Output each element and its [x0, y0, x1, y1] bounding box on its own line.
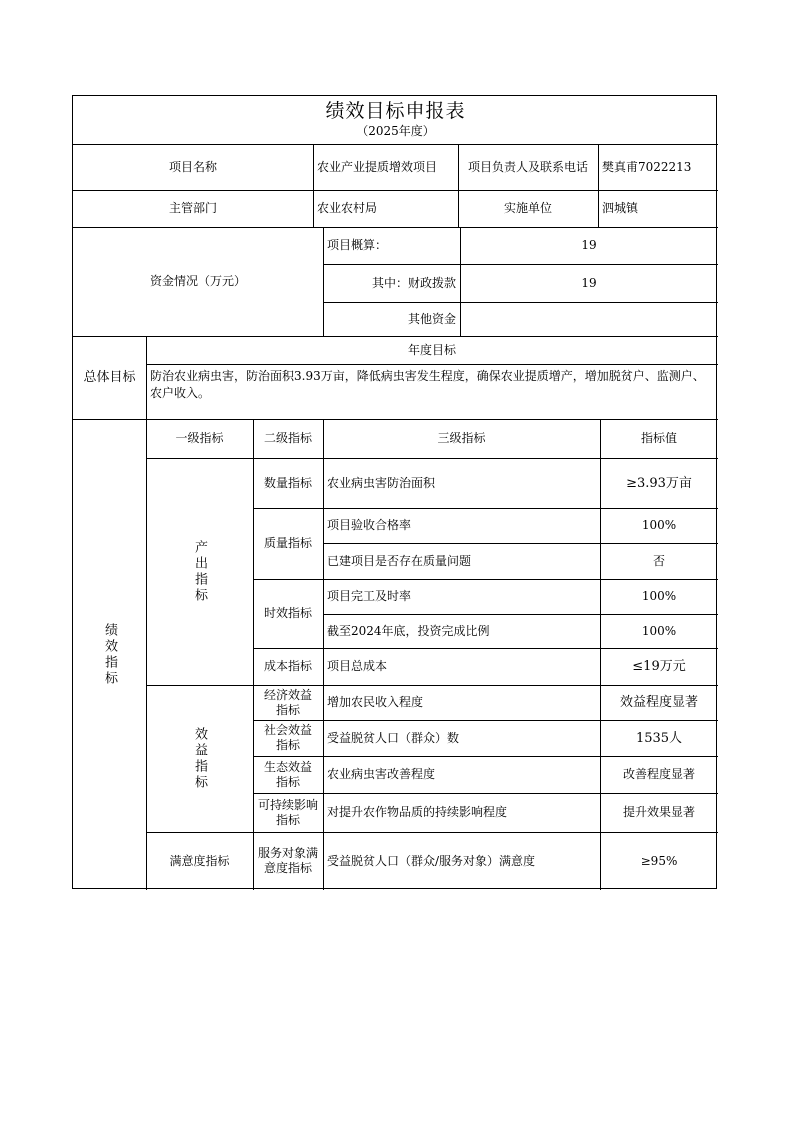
- indicator-item: 项目总成本: [327, 659, 388, 673]
- header-value: 指标值: [640, 431, 677, 445]
- output-indicators-label: 产出指标: [192, 539, 207, 604]
- overall-goal-label: 总体目标: [83, 370, 136, 385]
- indicator-value: 100%: [641, 623, 677, 638]
- quantity-indicator-label: 数量指标: [263, 475, 312, 490]
- contact-value: 樊真甫7022213: [602, 159, 692, 174]
- header-level2: 二级指标: [263, 431, 312, 445]
- impl-label: 实施单位: [503, 201, 552, 215]
- perf-indicators-label: 绩效指标: [102, 622, 117, 687]
- quality-indicator-label: 质量指标: [263, 536, 312, 550]
- social-benefit-label: 社会效益指标: [263, 723, 312, 752]
- indicator-item: 农业病虫害改善程度: [327, 767, 436, 781]
- dept-label: 主管部门: [168, 201, 217, 215]
- indicator-value: 1535人: [635, 730, 683, 746]
- satisfaction-indicators-label: 满意度指标: [169, 853, 230, 868]
- annual-goal-text: 防治农业病虫害，防治面积3.93万亩，降低病虫害发生程度，确保农业提质增产，增加脱贫户、监测户、农户收入。: [150, 369, 705, 400]
- indicator-value: ≤19万元: [632, 659, 686, 674]
- budget-label: 项目概算：: [327, 238, 388, 252]
- annual-goal-label: 年度目标: [407, 342, 456, 357]
- project-name-value: 农业产业提质增效项目: [317, 159, 438, 174]
- timeliness-indicator-label: 时效指标: [263, 606, 312, 620]
- cost-indicator-label: 成本指标: [263, 659, 312, 673]
- project-name-label: 项目名称: [168, 159, 217, 174]
- indicator-item: 项目完工及时率: [327, 589, 412, 603]
- performance-target-table: [72, 95, 717, 889]
- indicator-item: 对提升农作物品质的持续影响程度: [327, 805, 508, 819]
- indicator-value: 否: [652, 553, 665, 568]
- indicator-value: ≥95%: [640, 853, 678, 868]
- dept-value: 农业农村局: [317, 201, 378, 215]
- contact-label: 项目负责人及联系电话: [467, 159, 588, 174]
- fiscal-label: 其中：财政拨款: [371, 275, 456, 290]
- service-satisfaction-label: 服务对象满意度指标: [257, 846, 318, 875]
- indicator-value: 100%: [641, 518, 677, 532]
- indicator-value: ≥3.93万亩: [626, 475, 692, 491]
- sustainable-impact-label: 可持续影响指标: [257, 797, 318, 827]
- indicator-item: 受益脱贫人口（群众）数: [327, 730, 460, 745]
- table-subtitle: （2025年度）: [356, 123, 435, 138]
- ecological-benefit-label: 生态效益指标: [263, 759, 312, 789]
- impl-value: 泗城镇: [602, 201, 639, 215]
- funds-label: 资金情况（万元）: [149, 274, 246, 288]
- economic-benefit-label: 经济效益指标: [263, 687, 312, 717]
- fiscal-value: 19: [581, 275, 597, 290]
- header-level1: 一级指标: [175, 431, 224, 445]
- indicator-item: 已建项目是否存在质量问题: [327, 553, 472, 568]
- indicator-item: 增加农民收入程度: [327, 695, 424, 709]
- other-funds-value: [460, 302, 718, 336]
- header-level3: 三级指标: [437, 431, 486, 445]
- indicator-value: 效益程度显著: [619, 695, 698, 710]
- indicator-item: 项目验收合格率: [327, 518, 412, 532]
- indicator-value: 100%: [641, 589, 677, 603]
- other-funds-label: 其他资金: [407, 311, 456, 326]
- indicator-value: 改善程度显著: [622, 767, 695, 781]
- table-title: 绩效目标申报表: [325, 99, 466, 122]
- indicator-item: 受益脱贫人口（群众/服务对象）满意度: [327, 853, 536, 868]
- indicator-item: 截至2024年底，投资完成比例: [327, 623, 490, 638]
- budget-value: 19: [581, 238, 597, 252]
- indicator-value: 提升效果显著: [622, 805, 695, 819]
- benefit-indicators-label: 效益指标: [192, 726, 207, 791]
- indicator-item: 农业病虫害防治面积: [327, 475, 436, 490]
